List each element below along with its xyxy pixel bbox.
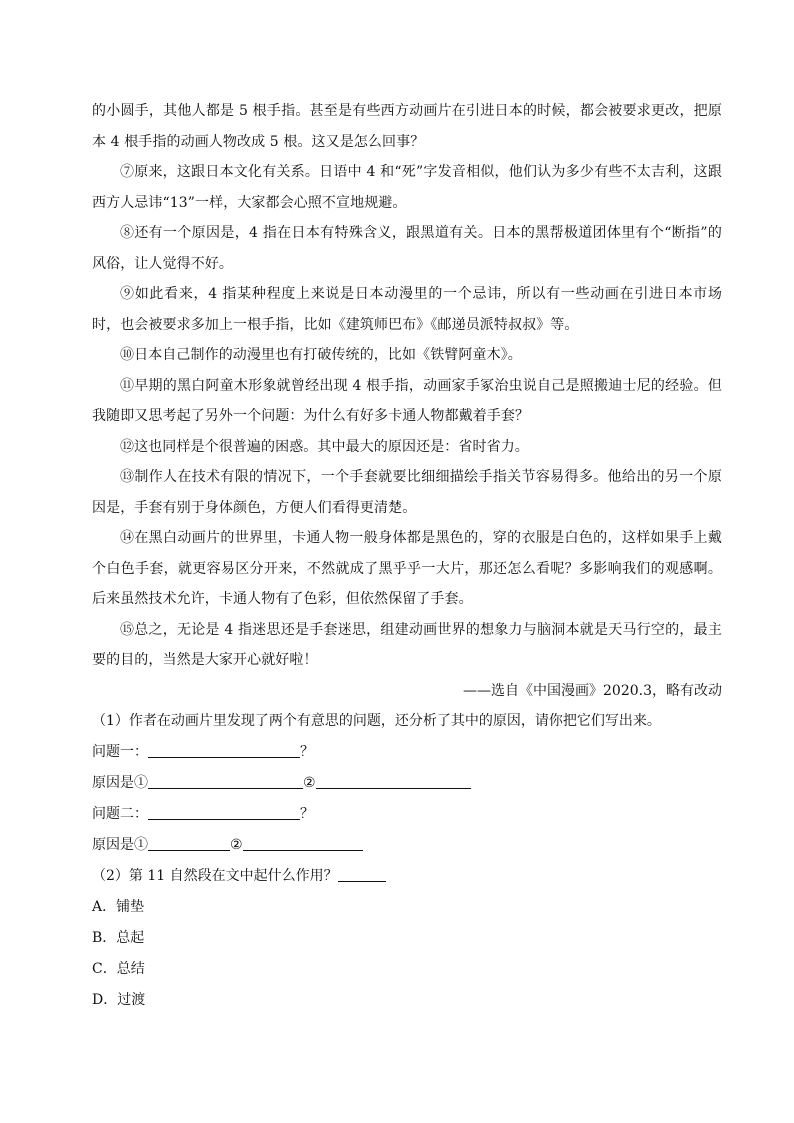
- reason-1-line: [92, 768, 722, 799]
- paragraph-12: ⑫这也同样是个很普遍的困惑。其中最大的原因还是：省时省力。: [120, 438, 529, 455]
- option-c[interactable]: C．总结: [92, 960, 145, 977]
- question-2-blank[interactable]: [338, 866, 386, 882]
- problem-1-end: ？: [300, 743, 314, 760]
- paragraph-7: ⑦原来，这跟日本文化有关系。日语中 4 和“死”字发音相似，他们认为多少有些不太吉利，这跟西方人忌讳“13”一样，大家都会心照不宣地规避。: [92, 164, 722, 211]
- reason-2-label: 原因是①: [92, 836, 148, 853]
- problem-1-blank[interactable]: [148, 742, 300, 758]
- reason-1-mid: ②: [303, 774, 316, 791]
- reason-1-blank-b[interactable]: [316, 773, 471, 789]
- question-2-line: [92, 861, 722, 892]
- question-1-prompt: （1）作者在动画片里发现了两个有意思的问题，还分析了其中的原因，请你把它们写出来。: [92, 712, 661, 729]
- option-b[interactable]: B．总起: [92, 929, 145, 946]
- option-d[interactable]: D．过渡: [92, 991, 146, 1008]
- paragraph-9: ⑨如此看来，4 指某种程度上来说是日本动漫里的一个忌讳，所以有一些动画在引进日本市场时，也会被要求多加上一根手指，比如《建筑师巴布》《邮递员派特叔叔》等。: [92, 286, 722, 333]
- paragraph-10: ⑩日本自己制作的动漫里也有打破传统的，比如《铁臂阿童木》。: [120, 347, 522, 363]
- reason-1-blank-a[interactable]: [148, 773, 303, 789]
- problem-2-label: 问题二：: [92, 805, 148, 822]
- option-a[interactable]: A．铺垫: [92, 898, 145, 915]
- reason-2-mid: ②: [230, 836, 243, 853]
- paragraph-6-continued: 的小圆手，其他人都是 5 根手指。甚至是有些西方动画片在引进日本的时候，都会被要求更改，把原本 4 根手指的动画人物改成 5 根。这又是怎么回事？: [92, 103, 722, 150]
- paragraph-13: ⑬制作人在技术有限的情况下，一个手套就要比细细描绘手指关节容易得多。他给出的另一个原因是，手套有别于身体颜色，方便人们看得更清楚。: [92, 469, 722, 516]
- document-content: [92, 96, 722, 1016]
- paragraph-11: ⑪早期的黑白阿童木形象就曾经出现 4 根手指，动画家手冢治虫说自己是照搬迪士尼的经验。但我随即又思考起了另外一个问题：为什么有好多卡通人物都戴着手套？: [92, 377, 722, 424]
- problem-2-end: ？: [300, 805, 314, 822]
- problem-1-line: [92, 737, 722, 768]
- paragraph-15: ⑮总之，无论是 4 指迷思还是手套迷思，组建动画世界的想象力与脑洞本就是天马行空的，最主要的目的，当然是大家开心就好啦！: [92, 621, 722, 668]
- paragraph-14: ⑭在黑白动画片的世界里，卡通人物一般身体都是黑色的，穿的衣服是白色的，这样如果手上戴个白色手套，就更容易区分开来，不然就成了黑乎乎一大片，那还怎么看呢？多影响我们的观感啊。后来虽然技术允许，卡通人物有了色彩，但依然保留了手套。: [92, 530, 722, 607]
- problem-2-blank[interactable]: [148, 804, 300, 820]
- question-2-prompt: （2）第 11 自然段在文中起什么作用？: [92, 867, 338, 884]
- problem-2-line: [92, 799, 722, 830]
- source-citation: ——选自《中国漫画》2020.3，略有改动: [463, 682, 722, 699]
- reason-2-line: [92, 830, 722, 861]
- paragraph-8: ⑧还有一个原因是，4 指在日本有特殊含义，跟黑道有关。日本的黑帮极道团体里有个“断指”的风俗，让人觉得不好。: [92, 225, 722, 272]
- problem-1-label: 问题一：: [92, 743, 148, 760]
- reason-2-blank-a[interactable]: [148, 835, 230, 851]
- reason-2-blank-b[interactable]: [243, 835, 363, 851]
- reason-1-label: 原因是①: [92, 774, 148, 791]
